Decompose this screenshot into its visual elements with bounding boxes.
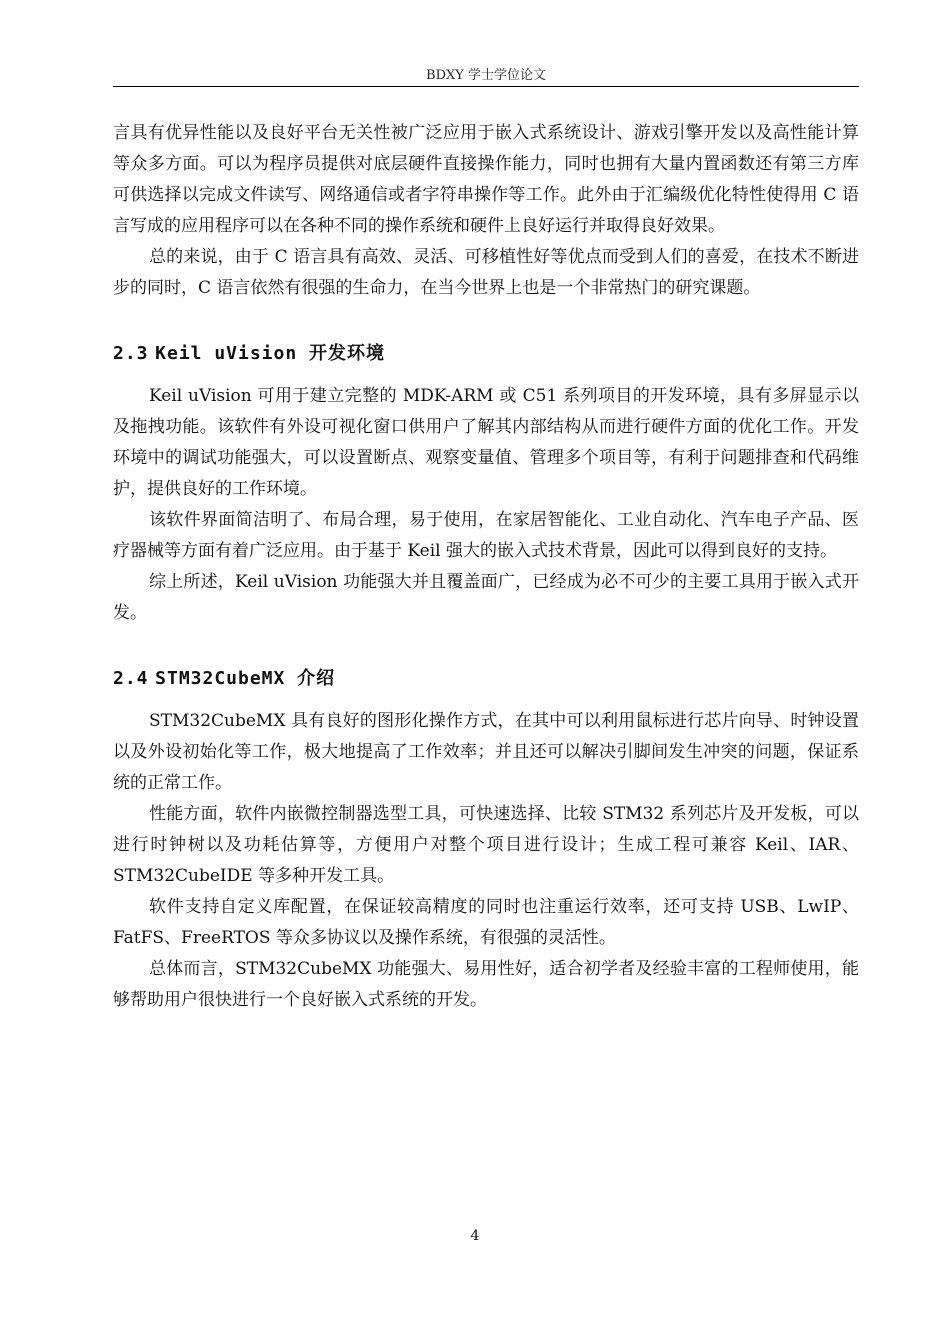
section-heading (113, 663, 859, 694)
section-stm32cubemx (113, 663, 859, 1016)
section-number: 2.3 (113, 343, 149, 364)
running-header: BDXY 学士学位论文 (426, 68, 546, 83)
section-paragraph: STM32CubeMX 具有良好的图形化操作方式，在其中可以利用鼠标进行芯片向导、时钟设置以及外设初始化等工作，极大地提高了工作效率；并且还可以解决引脚间发生冲突的问题，保证系统的正常工作。 (113, 711, 859, 793)
section-paragraph: 总体而言，STM32CubeMX 功能强大、易用性好，适合初学者及经验丰富的工程师使用，能够帮助用户很快进行一个良好嵌入式系统的开发。 (113, 959, 859, 1010)
section-heading (113, 338, 859, 369)
intro-paragraph-continued: 言具有优异性能以及良好平台无关性被广泛应用于嵌入式系统设计、游戏引擎开发以及高性能计算等众多方面。可以为程序员提供对底层硬件直接操作能力，同时也拥有大量内置函数还有第三方库可供选择以完成文件读写、网络通信或者字符串操作等工作。此外由于汇编级优化特性使得用 C 语言写成的应用程序可以在各种不同的操作系统和硬件上良好运行并取得良好效果。 (113, 123, 859, 236)
page-number: 4 (470, 1228, 480, 1244)
section-paragraph: 软件支持自定义库配置，在保证较高精度的同时也注重运行效率，还可支持 USB、LwIP、FatFS、FreeRTOS 等众多协议以及操作系统，有很强的灵活性。 (113, 897, 859, 948)
page-body (113, 118, 859, 1016)
section-title: Keil uVision 开发环境 (155, 343, 386, 364)
section-title: STM32CubeMX 介绍 (155, 668, 336, 689)
section-paragraph: Keil uVision 可用于建立完整的 MDK-ARM 或 C51 系列项目的开发环境，具有多屏显示以及拖拽功能。该软件有外设可视化窗口供用户了解其内部结构从而进行硬件方面的优化工作。开发环境中的调试功能强大，可以设置断点、观察变量值、管理多个项目等，有利于问题排查和代码维护，提供良好的工作环境。 (113, 386, 859, 499)
intro-paragraph-summary: 总的来说，由于 C 语言具有高效、灵活、可移植性好等优点而受到人们的喜爱，在技术不断进步的同时，C 语言依然有很强的生命力，在当今世界上也是一个非常热门的研究课题。 (113, 247, 859, 298)
section-number: 2.4 (113, 668, 149, 689)
section-paragraph: 综上所述，Keil uVision 功能强大并且覆盖面广，已经成为必不可少的主要工具用于嵌入式开发。 (113, 572, 859, 623)
header-rule (113, 86, 859, 87)
section-paragraph: 性能方面，软件内嵌微控制器选型工具，可快速选择、比较 STM32 系列芯片及开发板，可以进行时钟树以及功耗估算等，方便用户对整个项目进行设计；生成工程可兼容 Keil、IAR、STM32CubeIDE 等多种开发工具。 (113, 804, 859, 886)
section-paragraph: 该软件界面简洁明了、布局合理，易于使用，在家居智能化、工业自动化、汽车电子产品、医疗器械等方面有着广泛应用。由于基于 Keil 强大的嵌入式技术背景，因此可以得到良好的支持。 (113, 510, 859, 561)
section-keil-uvision (113, 338, 859, 629)
